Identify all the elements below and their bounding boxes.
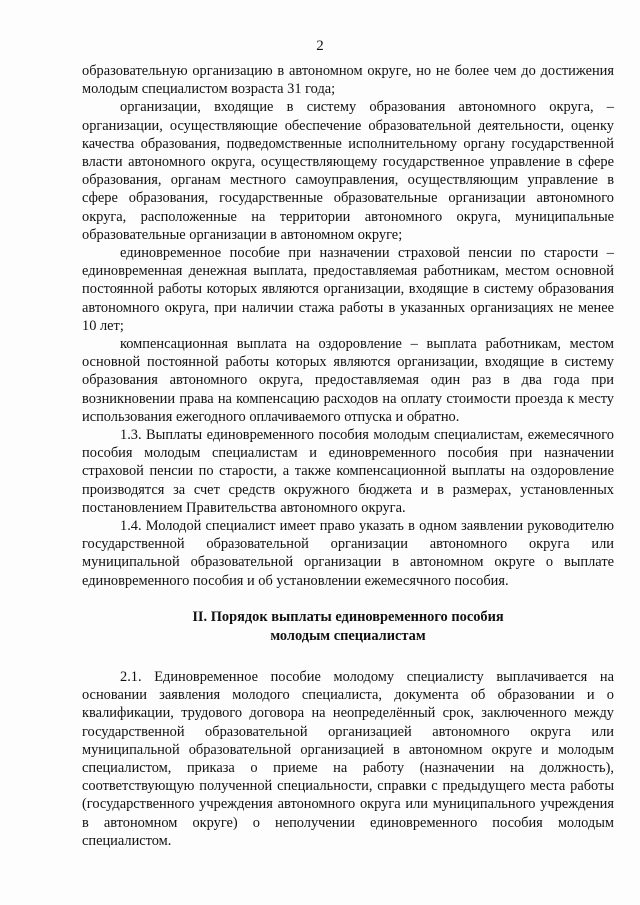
page-number: 2 xyxy=(316,38,324,54)
section-heading-line1: II. Порядок выплаты единовременного пособия xyxy=(192,608,504,625)
paragraph-pension-allowance-definition: единовременное пособие при назначении страховой пенсии по старости – единовременная денежная выплата, предоставляемая работникам, местом основной постоянной работы которых являются организации, входящие в систему образования автономного округа, при наличии стажа работы в указанных организациях не менее 10 лет; xyxy=(82,245,614,334)
section-heading-line2: молодым специалистам xyxy=(270,627,426,644)
paragraph-2-1: 2.1. Единовременное пособие молодому специалисту выплачивается на основании заявления молодого специалиста, документа об образовании и о квалификации, трудового договора на неопределённый срок, заключенного между государственной образовательной организацией автономного округа или муниципальной образовательной организацией в автономном округе и молодым специалистом, приказа о приеме на работу (назначении на должность), соответствующую полученной специальности, справки с предыдущего места работы (государственного учреждения автономного округа или муниципального учреждения в автономном округе) о неполучении единовременного пособия молодым специалистом. xyxy=(82,668,614,849)
paragraph-1-4: 1.4. Молодой специалист имеет право указать в одном заявлении руководителю государственной образовательной организации автономного округа или муниципальной образовательной организации в автономном округе о выплате единовременного пособия и об установлении ежемесячного пособия. xyxy=(82,518,614,589)
section-heading xyxy=(82,608,614,646)
paragraph-continuation: образовательную организацию в автономном округе, но не более чем до достижения молодым специалистом возраста 31 года; xyxy=(82,63,614,98)
document-body xyxy=(82,62,614,850)
paragraph-organizations-definition: организации, входящие в систему образования автономного округа, – организации, осуществляющие обеспечение образовательной деятельности, оценку качества образования, подведомственные исполнительному органу государственной власти автономного округа, осуществляющему государственное управление в сфере образования, органам местного самоуправления, осуществляющим управление в сфере образования, государственные образовательные организации автономного округа, расположенные на территории автономного округа, муниципальные образовательные организации в автономном округе; xyxy=(82,99,614,243)
paragraph-1-3: 1.3. Выплаты единовременного пособия молодым специалистам, ежемесячного пособия молодым специалистам и единовременного пособия при назначении страховой пенсии по старости, а также компенсационной выплаты на оздоровление производятся за счет средств окружного бюджета и в размерах, установленных постановлением Правительства автономного округа. xyxy=(82,427,614,516)
paragraph-health-compensation-definition: компенсационная выплата на оздоровление – выплата работникам, местом основной постоянной работы которых являются организации, входящие в систему образования автономного округа, предоставляемая один раз в два года при возникновении права на компенсацию расходов на оплату стоимости проезда к месту использования ежегодного оплачиваемого отпуска и обратно. xyxy=(82,336,614,425)
